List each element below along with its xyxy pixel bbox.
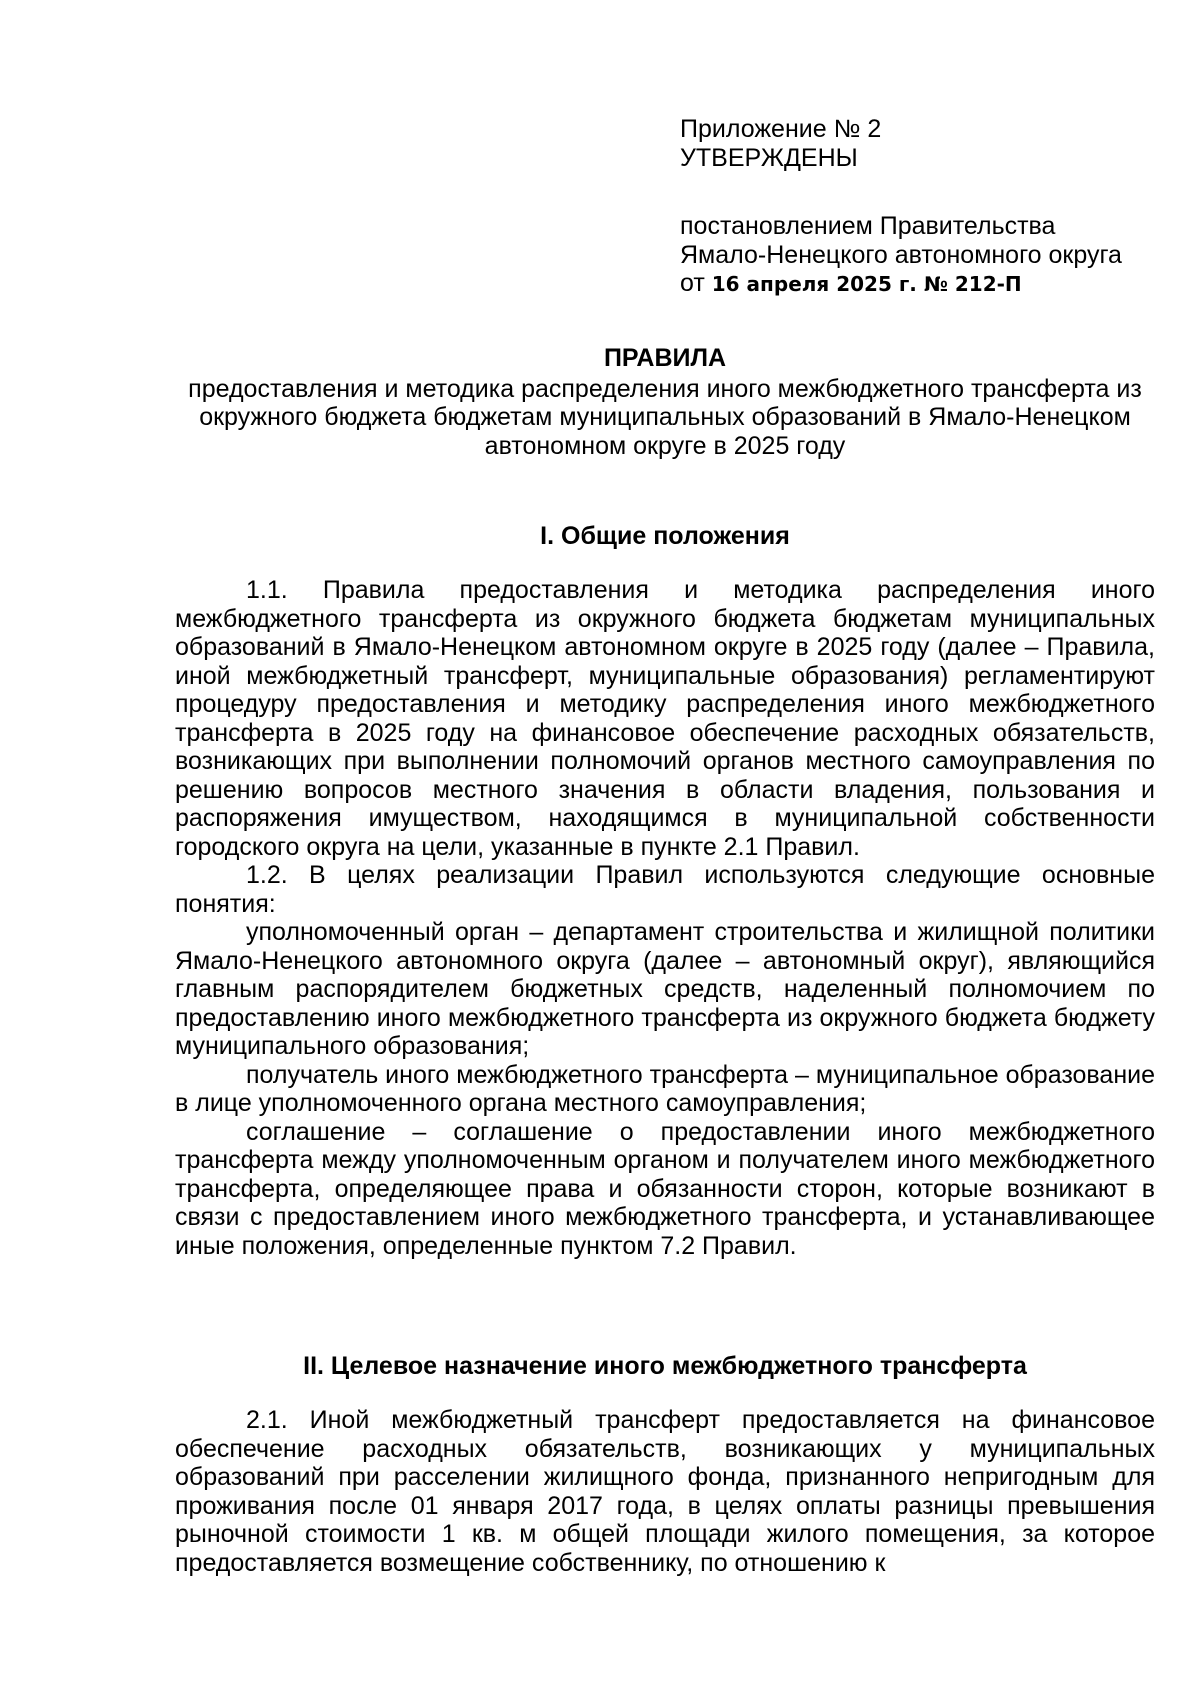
paragraph-1-2: 1.2. В целях реализации Правил используются следующие основные понятия: xyxy=(175,861,1155,918)
document-subtitle: предоставления и методика распределения иного межбюджетного трансферта из окружного бюджета бюджетам муниципальных образований в Ямало-Ненецком автономном округе в 2025 году xyxy=(188,374,1142,460)
section-2-heading: II. Целевое назначение иного межбюджетного трансферта xyxy=(303,1352,1027,1380)
section-2-body xyxy=(175,1406,1155,1577)
paragraph-2-1: 2.1. Иной межбюджетный трансферт предоставляется на финансовое обеспечение расходных обязательств, возникающих у муниципальных образований при расселении жилищного фонда, признанного непригодным для проживания после 01 января 2017 года, в целях оплаты разницы превышения рыночной стоимости 1 кв. м общей площади жилого помещения, за которое предоставляется возмещение собственнику, по отношению к xyxy=(175,1406,1155,1577)
date-prefix: от xyxy=(680,269,705,297)
section-1-body xyxy=(175,576,1155,1260)
approved-label: УТВЕРЖДЕНЫ xyxy=(680,143,858,172)
definition-authorized-body: уполномоченный орган – департамент строительства и жилищной политики Ямало-Ненецкого автономного округа (далее – автономный округ), являющийся главным распорядителем бюджетных средств, наделенный полномочием по предоставлению иного межбюджетного трансферта из окружного бюджета бюджету муниципального образования; xyxy=(175,918,1155,1060)
resolution-date: 16 апреля 2025 г. № 212-П xyxy=(711,272,1022,296)
appendix-number: Приложение № 2 xyxy=(680,115,882,143)
document-title-block xyxy=(175,344,1155,460)
resolution-label: постановлением Правительства xyxy=(680,212,1056,240)
definition-recipient: получатель иного межбюджетного трансферта – муниципальное образование в лице уполномоченного органа местного самоуправления; xyxy=(175,1060,1155,1117)
definition-agreement: соглашение – соглашение о предоставлении иного межбюджетного трансферта между уполномоченным органом и получателем иного межбюджетного трансферта, определяющее права и обязанности сторон, которые возникают в связи с предоставлением иного межбюджетного трансферта, и устанавливающее иные положения, определенные пунктом 7.2 Правил. xyxy=(175,1117,1155,1260)
section-1-heading: I. Общие положения xyxy=(540,522,790,550)
government-name: Ямало-Ненецкого автономного округа xyxy=(680,240,1122,269)
resolution-date-line xyxy=(680,269,1150,299)
approval-spacer xyxy=(680,172,1150,212)
document-title: ПРАВИЛА xyxy=(603,344,727,372)
paragraph-1-1: 1.1. Правила предоставления и методика распределения иного межбюджетного трансферта из окружного бюджета бюджетам муниципальных образований в Ямало-Ненецком автономном округе в 2025 году (далее – Правила, иной межбюджетный трансферт, муниципальные образования) регламентируют процедуру предоставления и методику распределения иного межбюджетного трансферта в 2025 году на финансовое обеспечение расходных обязательств, возникающих при выполнении полномочий органов местного самоуправления по решению вопросов местного значения в области владения, пользования и распоряжения имуществом, находящимся в муниципальной собственности городского округа на цели, указанные в пункте 2.1 Правил. xyxy=(175,576,1155,861)
approval-block xyxy=(680,115,1150,299)
